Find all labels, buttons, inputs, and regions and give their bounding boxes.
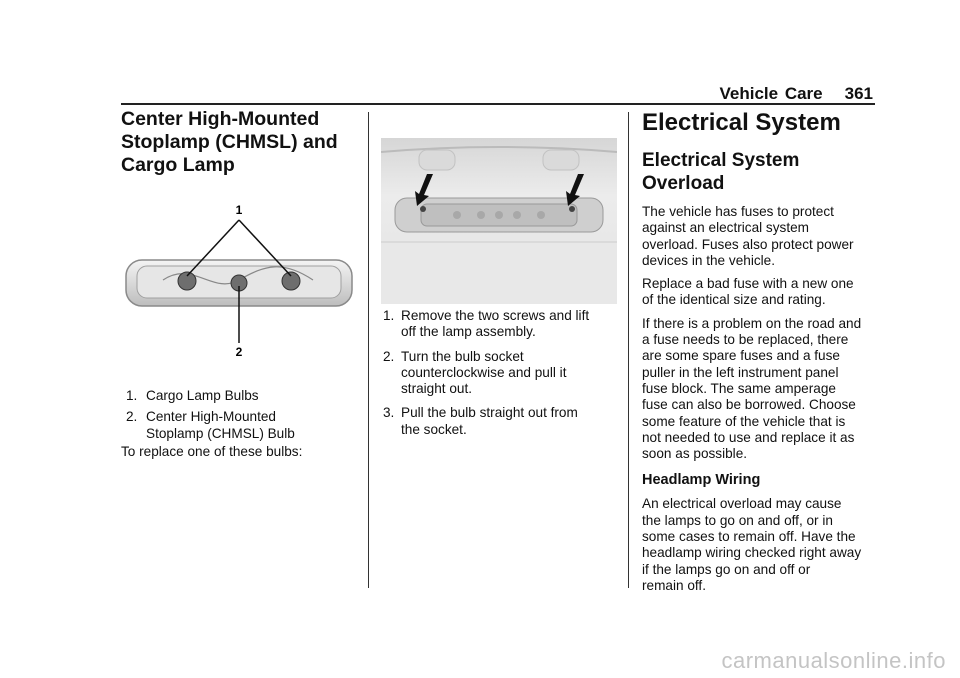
step-number: 1. [383,308,395,323]
header-section: Vehicle Care [719,84,823,103]
caption-item [121,388,357,404]
step-text: off the lamp assembly. [401,324,536,340]
text-line: against an electrical system [642,220,809,236]
text-line: some cases to remain off. Have the [642,529,856,545]
caption-item [121,409,357,442]
subsection-title-line: Overload [642,173,725,194]
step-text: counterclockwise and pull it [401,364,567,380]
text-line: if the lamps go on and off or [642,561,811,577]
intro-paragraph: To replace one of these bulbs: [121,444,303,459]
text-line: The vehicle has fuses to protect [642,204,834,219]
text-line: devices in the vehicle. [642,252,775,268]
subheading: Headlamp Wiring [642,472,761,489]
step-item [381,308,621,341]
section-title [121,108,357,177]
text-line: puller in the left instrument panel [642,364,839,380]
section-title-line: Stoplamp (CHMSL) and [121,131,338,153]
step-text: Remove the two screws and lift [401,308,590,323]
column-divider-1 [368,112,369,588]
lens-bead [495,211,503,219]
column-divider-2 [628,112,629,588]
lens-bead [537,211,545,219]
step-text: Pull the bulb straight out from [401,405,578,421]
lens-bead [477,211,485,219]
header-page-number: 361 [844,84,873,103]
caption-text: Center High-Mounted [146,409,276,425]
chmsl-cargo-lamp-figure [123,200,355,360]
step-text: the socket. [401,421,467,437]
steps-list [381,308,621,446]
subsection-title-line: Electrical System [642,150,800,171]
roof-recess-right [543,150,579,170]
watermark: carmanualsonline.info [721,648,946,673]
text-line: An electrical overload may cause [642,496,842,512]
lens-bead [453,211,461,219]
step-item [381,405,621,438]
text-line: are some spare fuses and a fuse [642,348,840,364]
paragraph [642,204,878,269]
text-line: remain off. [642,577,706,593]
caption-text: Stoplamp (CHMSL) Bulb [146,425,295,441]
text-line: Replace a bad fuse with a new one [642,276,854,292]
text-line: not needed to use and replace it as [642,429,855,445]
chapter-title: Electrical System [642,109,841,136]
section-title-line: Center High-Mounted [121,108,320,130]
screw-right [569,206,575,212]
page-header [0,84,873,104]
text-line: of the identical size and rating. [642,292,826,308]
cargo-bulb-right [282,272,300,290]
section-title-line: Cargo Lamp [121,154,235,176]
text-line: some feature of the vehicle that is [642,413,846,429]
callout-2: 2 [235,345,243,359]
step-item [381,349,621,398]
caption-number: 1. [126,388,138,403]
text-line: soon as possible. [642,446,748,462]
step-text: Turn the bulb socket [401,348,524,364]
caption-text: Cargo Lamp Bulbs [146,388,259,403]
text-line: fuse block. The same amperage [642,380,836,396]
callout-1: 1 [235,203,243,217]
step-text: straight out. [401,381,473,397]
step-number: 2. [383,348,395,364]
subsection-title [642,149,878,195]
text-line: overload. Fuses also protect power [642,236,854,252]
paragraph [642,316,878,463]
caption-number: 2. [126,409,138,425]
text-line: fuse can also be borrowed. Choose [642,397,856,413]
figure-caption [121,388,357,447]
text-line: the lamps to go on and off, or in [642,512,833,528]
column-1 [121,108,357,459]
lamp-screws-figure [381,138,617,304]
cargo-bulb-left [178,272,196,290]
step-number: 3. [383,405,395,421]
header-rule [121,103,875,105]
roof-recess-left [419,150,455,170]
column-3 [642,108,878,594]
paragraph [642,496,878,594]
text-line: headlamp wiring checked right away [642,545,862,561]
text-line: a fuse needs to be replaced, there [642,332,849,348]
tailgate-panel [381,242,617,304]
paragraph [642,276,878,309]
lens-bead [513,211,521,219]
screw-left [420,206,426,212]
text-line: If there is a problem on the road and [642,315,862,331]
